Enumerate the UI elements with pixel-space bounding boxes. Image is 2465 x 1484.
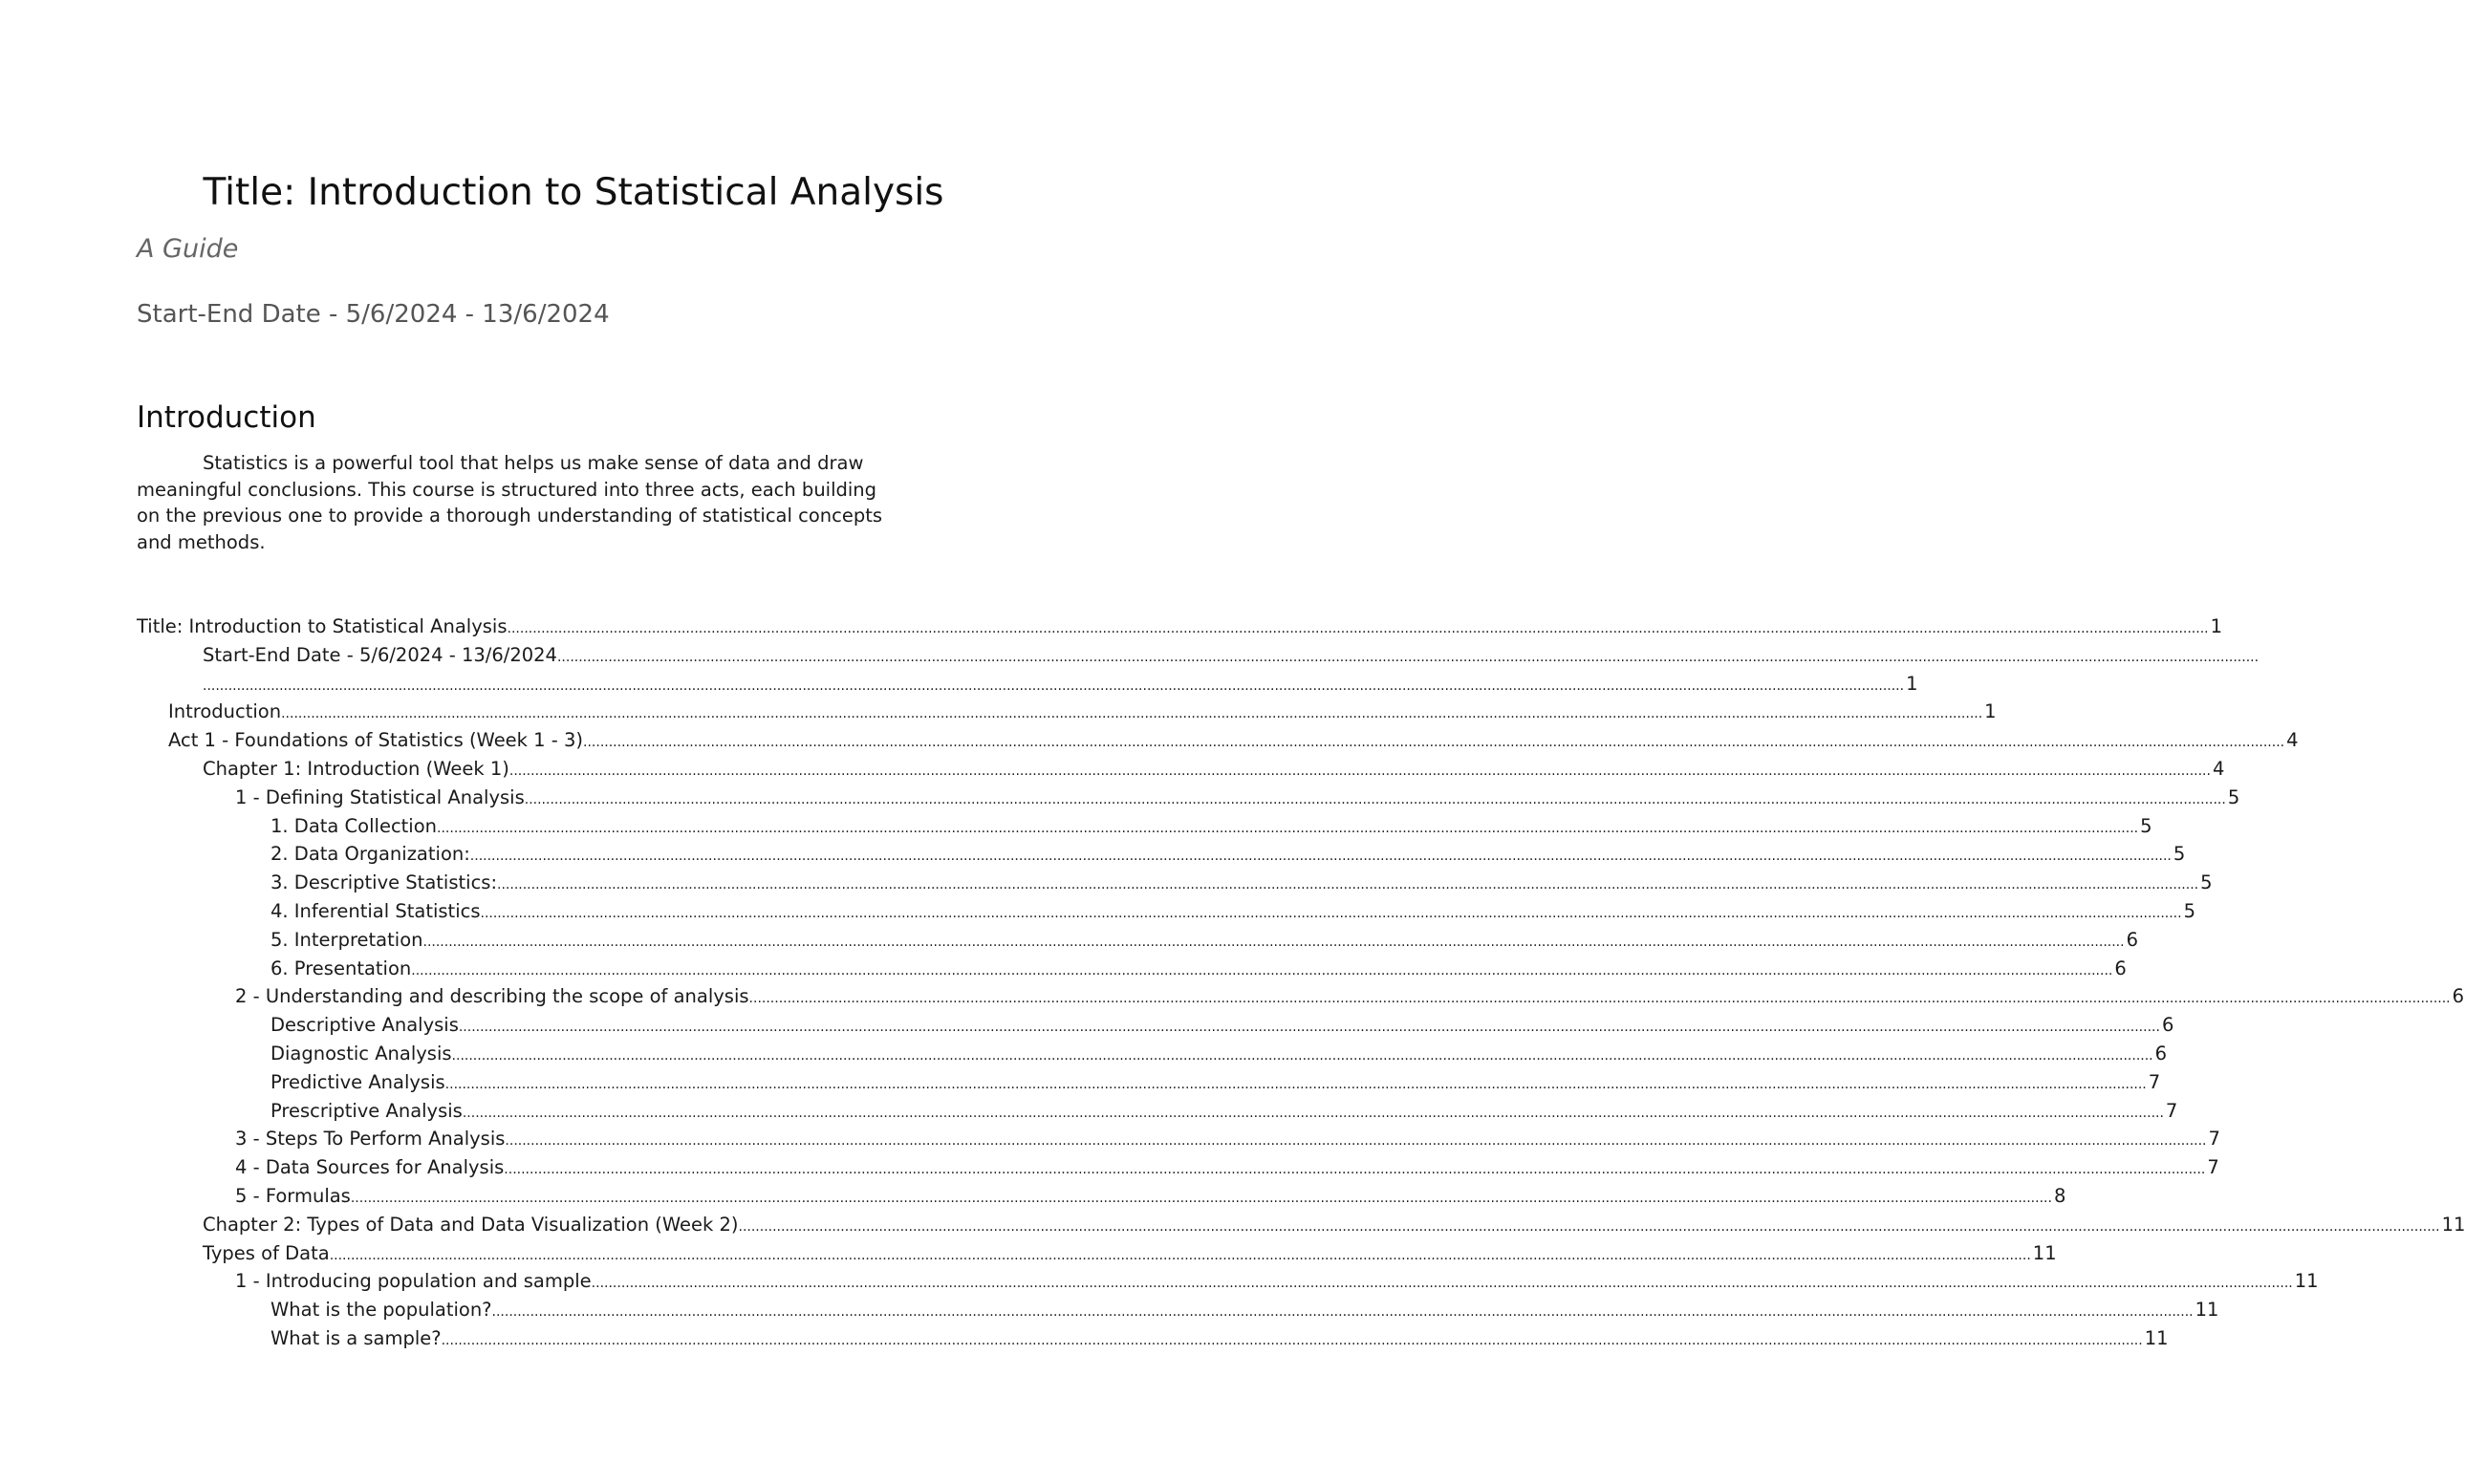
toc-page-number: 6 xyxy=(2114,957,2127,979)
toc-entry[interactable] xyxy=(0,1068,2161,1097)
toc-entry-label: Introduction xyxy=(168,700,282,723)
toc-page-number: 6 xyxy=(2161,1014,2174,1037)
toc-page-number: 11 xyxy=(2032,1241,2057,1264)
intro-line-3: on the previous one to provide a thorough understanding of statistical concepts xyxy=(137,505,883,527)
toc-entry-label: 3 - Steps To Perform Analysis xyxy=(235,1128,506,1151)
toc-dot-leader: ................................................................................................................................................................................................................................................................................................................................................................................................................ xyxy=(491,1304,2194,1321)
toc-dot-leader: ................................................................................................................................................................................................................................................................................................................................................................................................................ xyxy=(497,877,2199,893)
toc-dot-leader: ................................................................................................................................................................................................................................................................................................................................................................................................................ xyxy=(583,735,2285,751)
toc-dot-leader: ................................................................................................................................................................................................................................................................................................................................................................................................................ xyxy=(458,1020,2160,1036)
toc-entry[interactable] xyxy=(0,955,2127,983)
toc-page-number: 5 xyxy=(2200,871,2213,894)
toc-entry[interactable] xyxy=(0,1182,2066,1211)
toc-dot-leader: ................................................................................................................................................................................................................................................................................................................................................................................................................ xyxy=(748,991,2451,1007)
toc-dot-leader: ................................................................................................................................................................................................................................................................................................................................................................................................................ xyxy=(591,1276,2293,1292)
toc-page-number: 7 xyxy=(2165,1099,2178,1122)
toc-dot-leader: ................................................................................................................................................................................................................................................................................................................................................................................................................ xyxy=(508,763,2211,779)
toc-page-number: 11 xyxy=(2144,1326,2169,1349)
document-dates: Start-End Date - 5/6/2024 - 13/6/2024 xyxy=(137,300,610,329)
toc-entry-label: Chapter 2: Types of Data and Data Visualization (Week 2) xyxy=(203,1213,739,1236)
toc-entry-label: 2. Data Organization: xyxy=(270,843,470,866)
toc-entry[interactable] xyxy=(0,1040,2168,1068)
toc-entry-label: 1 - Defining Statistical Analysis xyxy=(235,785,525,808)
toc-entry[interactable] xyxy=(0,869,2213,897)
toc-entry-label: Act 1 - Foundations of Statistics (Week 1 - 3) xyxy=(168,729,584,752)
toc-entry[interactable] xyxy=(0,840,2186,869)
toc-entry-label: 3. Descriptive Statistics: xyxy=(270,871,498,894)
document-title: Title: Introduction to Statistical Analysis xyxy=(203,171,944,214)
table-of-contents xyxy=(0,613,2465,1353)
toc-entry-label: 4. Inferential Statistics xyxy=(270,899,481,922)
toc-dot-leader: ................................................................................................................................................................................................................................................................................................................................................................................................................ xyxy=(462,1105,2164,1121)
toc-page-number: 4 xyxy=(2286,729,2299,752)
toc-page-number: 11 xyxy=(2195,1299,2219,1322)
toc-page-number: 11 xyxy=(2441,1213,2465,1236)
toc-entry[interactable] xyxy=(0,613,2223,641)
toc-page-number: 7 xyxy=(2208,1128,2220,1151)
toc-entry[interactable] xyxy=(0,1097,2178,1126)
toc-entry[interactable] xyxy=(0,1324,2169,1353)
toc-entry-label: What is a sample? xyxy=(270,1326,442,1349)
toc-dot-leader: ................................................................................................................................................................................................................................................................................................................................................................................................................ xyxy=(411,962,2113,979)
toc-entry[interactable] xyxy=(0,726,2299,755)
toc-entry[interactable] xyxy=(0,698,1997,726)
toc-entry[interactable] xyxy=(0,926,2138,955)
toc-entry-label: Chapter 1: Introduction (Week 1) xyxy=(203,757,509,780)
toc-page-number: 5 xyxy=(2227,785,2240,808)
toc-page-number: 6 xyxy=(2154,1042,2168,1065)
toc-entry-label: 5. Interpretation xyxy=(270,928,423,951)
toc-page-number: 8 xyxy=(2053,1184,2066,1207)
toc-entry-label: Diagnostic Analysis xyxy=(270,1042,452,1065)
toc-dot-leader: ................................................................................................................................................................................................................................................................................................................................................................................................................ xyxy=(329,1247,2031,1263)
toc-entry-label: What is the population? xyxy=(270,1299,492,1322)
toc-entry-label: Types of Data xyxy=(203,1241,330,1264)
toc-dot-leader: ................................................................................................................................................................................................................................................................................................................................................................................................................ xyxy=(441,1332,2143,1348)
toc-dot-leader: ................................................................................................................................................................................................................................................................................................................................................................................................................ xyxy=(524,791,2226,807)
toc-entry[interactable] xyxy=(0,1211,2465,1239)
toc-entry[interactable] xyxy=(0,1011,2174,1040)
toc-page-number: 6 xyxy=(2452,985,2465,1008)
toc-entry-label: Start-End Date - 5/6/2024 - 13/6/2024 xyxy=(203,643,557,666)
intro-line-4: and methods. xyxy=(137,530,266,553)
toc-page-number: 1 xyxy=(1984,700,1997,723)
toc-page-number: 5 xyxy=(2173,843,2186,866)
toc-entry[interactable] xyxy=(0,1296,2219,1324)
toc-entry[interactable] xyxy=(0,982,2465,1011)
toc-entry-label: Descriptive Analysis xyxy=(270,1014,459,1037)
toc-page-number: 6 xyxy=(2126,928,2138,951)
toc-entry-label: 4 - Data Sources for Analysis xyxy=(235,1156,505,1179)
toc-entry[interactable] xyxy=(0,755,2225,784)
intro-line-1: Statistics is a powerful tool that helps us make sense of data and draw xyxy=(203,452,864,474)
toc-entry-label: Title: Introduction to Statistical Analysis xyxy=(137,615,508,637)
toc-dot-leader: ................................................................................................................................................................................................................................................................................................................................................................................................................ xyxy=(422,934,2125,950)
toc-entry[interactable] xyxy=(0,812,2152,841)
introduction-heading: Introduction xyxy=(137,400,316,435)
toc-page-number: 5 xyxy=(2183,899,2195,922)
toc-entry-label: 5 - Formulas xyxy=(235,1184,351,1207)
toc-dot-leader: ................................................................................................................................................................................................................................................................................................................................................................................................................ xyxy=(437,820,2139,836)
toc-page-number: 11 xyxy=(2294,1270,2319,1293)
toc-entry[interactable] xyxy=(0,1239,2057,1268)
toc-entry-label: 2 - Understanding and describing the scope of analysis xyxy=(235,985,749,1008)
toc-entry[interactable] xyxy=(0,897,2195,926)
toc-entry-label: 1 - Introducing population and sample xyxy=(235,1270,592,1293)
toc-entry[interactable] xyxy=(0,1125,2220,1153)
toc-entry[interactable] xyxy=(0,784,2240,812)
toc-page-number: 1 xyxy=(1906,672,1918,695)
toc-entry-label: Predictive Analysis xyxy=(270,1070,445,1093)
toc-dot-leader: ................................................................................................................................................................................................................................................................................................................................................................................................................ xyxy=(504,1162,2206,1178)
toc-entry-label: Prescriptive Analysis xyxy=(270,1099,463,1122)
toc-page-number: 5 xyxy=(2140,814,2152,837)
toc-dot-leader: ................................................................................................................................................................................................................................................................................................................................................................................................................ xyxy=(469,849,2172,865)
document-subtitle: A Guide xyxy=(137,234,239,264)
toc-page-number: 7 xyxy=(2148,1070,2161,1093)
toc-dot-leader: ................................................................................................................................................................................................................................................................................................................................................................................................................ xyxy=(444,1076,2147,1092)
toc-dot-leader: ................................................................................................................................................................................................................................................................................................................................................................................................................ xyxy=(480,905,2182,921)
toc-page-number: 1 xyxy=(2210,615,2223,637)
toc-entry[interactable] xyxy=(0,641,2260,670)
toc-entry-label: 6. Presentation xyxy=(270,957,412,979)
toc-dot-leader: ................................................................................................................................................................................................................................................................................................................................................................................................................ xyxy=(350,1190,2052,1206)
intro-line-2: meaningful conclusions. This course is structured into three acts, each building xyxy=(137,478,877,501)
toc-dot-leader: ................................................................................................................................................................................................................................................................................................................................................................................................................ xyxy=(738,1218,2440,1235)
toc-dot-leader: ................................................................................................................................................................................................................................................................................................................................................................................................................ xyxy=(505,1133,2207,1150)
toc-dot-leader: ................................................................................................................................................................................................................................................................................................................................................................................................................ xyxy=(507,621,2209,636)
toc-entry[interactable] xyxy=(0,1267,2319,1296)
toc-dot-leader: ................................................................................................................................................................................................................................................................................................................................................................................................................ xyxy=(281,706,1983,722)
toc-page-number: 4 xyxy=(2212,757,2225,780)
toc-entry[interactable] xyxy=(0,1153,2219,1182)
toc-entry-label: 1. Data Collection xyxy=(270,814,438,837)
toc-dot-leader: ................................................................................................................................................................................................................................................................................................................................................................................................................ xyxy=(451,1047,2153,1064)
introduction-paragraph xyxy=(137,450,1016,555)
toc-dot-leader: ................................................................................................................................................................................................................................................................................................................................................................................................................ xyxy=(556,649,2260,665)
toc-page-number: 7 xyxy=(2207,1156,2219,1179)
toc-entry[interactable] xyxy=(0,670,1918,699)
toc-dot-leader: ................................................................................................................................................................................................................................................................................................................................................................................................................ xyxy=(203,677,1905,694)
